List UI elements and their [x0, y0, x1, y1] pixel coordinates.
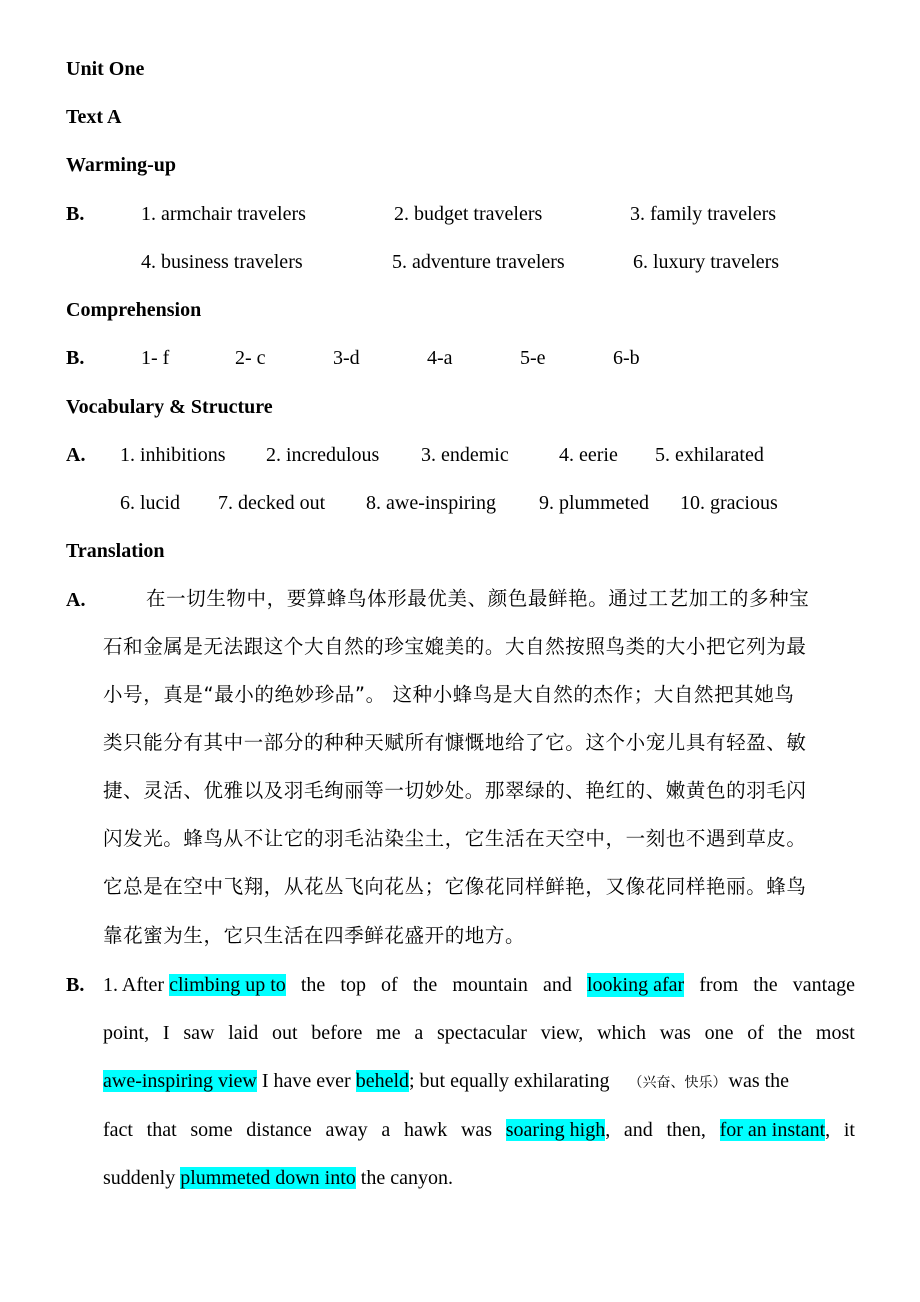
highlighted-phrase: awe-inspiring view	[103, 1070, 257, 1092]
translation-line: 石和金属是无法跟这个大自然的珍宝媲美的。大自然按照鸟类的大小把它列为最	[103, 635, 807, 658]
answer-item: 4-a	[427, 347, 453, 369]
translation-line: 靠花蜜为生，它只生活在四季鲜花盛开的地方。	[103, 924, 526, 947]
section-heading-warming-up: Warming-up	[66, 154, 177, 176]
translation-line: 小号，真是“最小的绝妙珍品”。 这种小蜂鸟是大自然的杰作；大自然把其她鸟	[103, 683, 795, 706]
translation-line: 捷、灵活、优雅以及羽毛绚丽等一切妙处。那翠绿的、艳红的、嫩黄色的羽毛闪	[103, 779, 807, 802]
answer-item: 3. family travelers	[630, 203, 777, 225]
answer-item: 2- c	[235, 347, 266, 369]
translation-b-line-1: 1. After climbing up to the top of the mountain and looking afar from the vantage	[103, 974, 855, 996]
answer-item: 5-e	[520, 347, 546, 369]
part-label: A.	[66, 444, 86, 466]
answer-item: 5. adventure travelers	[392, 251, 565, 273]
highlighted-phrase: for an instant	[719, 1119, 826, 1141]
highlighted-phrase: climbing up to	[169, 974, 286, 996]
text: ; but equally exhilarating	[409, 1070, 615, 1092]
translation-b-line-4: fact that some distance away a hawk was soaring high, and then, for an instant, it	[103, 1119, 855, 1141]
translation-line: 类只能分有其中一部分的种种天赋所有慷慨地给了它。这个小宠儿具有轻盈、敏	[103, 731, 807, 754]
translation-b-line-2: point, I saw laid out before me a spectacular view, which was one of the most	[103, 1022, 855, 1044]
highlighted-phrase: looking afar	[586, 974, 685, 996]
answer-item: 2. budget travelers	[394, 203, 543, 225]
highlighted-phrase: plummeted down into	[180, 1167, 356, 1189]
highlighted-phrase: soaring high	[505, 1119, 606, 1141]
answer-item: 2. incredulous	[266, 444, 380, 466]
translation-b-line-5	[103, 1166, 453, 1190]
answer-item: 8. awe-inspiring	[366, 492, 496, 514]
answer-item: 3. endemic	[421, 444, 509, 466]
text: the canyon.	[355, 1167, 453, 1189]
answer-item: 4. business travelers	[141, 251, 303, 273]
answer-item: 6. lucid	[120, 492, 180, 514]
part-label: B.	[66, 203, 85, 225]
translation-line: 在一切生物中，要算蜂鸟体形最优美、颜色最鲜艳。通过工艺加工的多种宝	[146, 587, 810, 610]
chinese-gloss: （兴奋、快乐）	[628, 1075, 727, 1091]
part-label: B.	[66, 347, 85, 369]
highlighted-phrase: beheld	[355, 1070, 409, 1092]
text-title: Text A	[66, 106, 122, 128]
answer-item: 1. inhibitions	[120, 444, 226, 466]
answer-item: 10. gracious	[680, 492, 778, 514]
translation-line: 它总是在空中飞翔，从花丛飞向花丛；它像花同样鲜艳，又像花同样艳丽。蜂鸟	[103, 875, 807, 898]
translation-b-line-3	[103, 1069, 789, 1095]
answer-item: 6. luxury travelers	[633, 251, 780, 273]
answer-item: 5. exhilarated	[655, 444, 764, 466]
answer-item: 4. eerie	[559, 444, 618, 466]
text: was the	[728, 1070, 790, 1092]
answer-item: 1- f	[141, 347, 170, 369]
answer-item: 7. decked out	[218, 492, 326, 514]
answer-item: 3-d	[333, 347, 360, 369]
text: suddenly	[103, 1167, 181, 1189]
part-label: A.	[66, 589, 86, 611]
answer-item: 6-b	[613, 347, 640, 369]
translation-line: 闪发光。蜂鸟从不让它的羽毛沾染尘土，它生活在天空中，一刻也不遇到草皮。	[103, 827, 807, 850]
text: 1. After	[103, 974, 170, 996]
answer-item: 9. plummeted	[539, 492, 649, 514]
unit-title: Unit One	[66, 58, 145, 80]
answer-item: 1. armchair travelers	[141, 203, 306, 225]
part-label: B.	[66, 974, 85, 996]
section-heading-translation: Translation	[66, 540, 165, 562]
text: I have ever	[256, 1070, 356, 1092]
section-heading-vocabulary: Vocabulary & Structure	[66, 396, 273, 418]
section-heading-comprehension: Comprehension	[66, 299, 202, 321]
